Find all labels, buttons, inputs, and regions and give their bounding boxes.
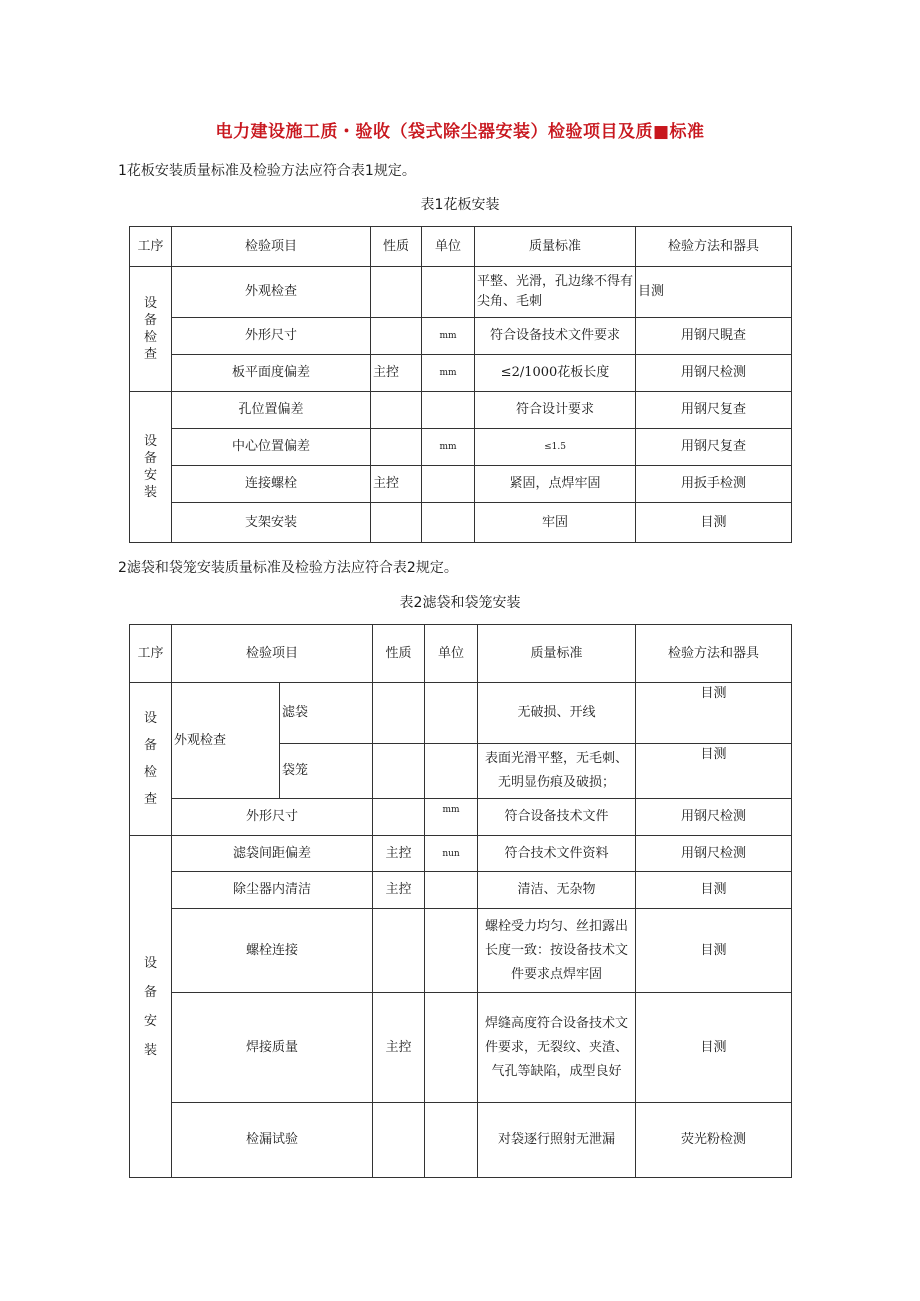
process-cell: 设备检查 <box>130 683 172 836</box>
unit-cell <box>425 993 478 1103</box>
header-nature: 性质 <box>371 227 422 267</box>
method-cell: 用扳手检测 <box>636 466 792 503</box>
item-cell: 板平面度偏差 <box>172 355 371 392</box>
standard-cell: ≤1.5 <box>475 429 636 466</box>
table-row <box>130 799 792 836</box>
header-item: 检验项目 <box>172 625 373 683</box>
table-row <box>130 355 792 392</box>
standard-cell: 清洁、无杂物 <box>478 872 636 909</box>
standard-cell: 无破损、开线 <box>478 683 636 744</box>
nature-cell: 主控 <box>373 872 425 909</box>
standard-cell: 平整、光滑，孔边缘不得有尖角、毛刺 <box>475 267 636 318</box>
method-cell: 目测 <box>636 683 792 744</box>
unit-cell: mm <box>422 318 475 355</box>
item-cell: 焊接质量 <box>172 993 373 1103</box>
nature-cell <box>373 1103 425 1178</box>
nature-cell: 主控 <box>373 836 425 872</box>
unit-cell: mm <box>422 355 475 392</box>
standard-cell: 符合技术文件资料 <box>478 836 636 872</box>
standard-cell: 表面光滑平整，无毛刺、无明显伤痕及破损； <box>478 744 636 799</box>
nature-cell <box>371 429 422 466</box>
unit-cell <box>425 872 478 909</box>
nature-cell <box>373 799 425 836</box>
method-cell: 荧光粉检测 <box>636 1103 792 1178</box>
item-cell: 除尘器内清洁 <box>172 872 373 909</box>
table-row <box>130 318 792 355</box>
appearance-cell: 外观检查 <box>172 683 280 799</box>
nature-cell <box>373 909 425 993</box>
item-cell: 检漏试验 <box>172 1103 373 1178</box>
header-method: 检验方法和器具 <box>636 227 792 267</box>
item-cell: 外观检查 <box>172 267 371 318</box>
item-cell: 连接螺栓 <box>172 466 371 503</box>
table-row <box>130 872 792 909</box>
table-row <box>130 683 792 744</box>
process-cell: 设备检查 <box>130 267 172 392</box>
process-cell: 设备安装 <box>130 392 172 543</box>
item-cell: 支架安装 <box>172 503 371 543</box>
unit-cell <box>425 683 478 744</box>
method-cell: 用钢尺睍查 <box>636 318 792 355</box>
nature-cell <box>373 744 425 799</box>
standard-cell: 焊缝高度符合设备技术文件要求，无裂纹、夹渣、气孔等缺陷，成型良好 <box>478 993 636 1103</box>
method-cell: 目测 <box>636 744 792 799</box>
unit-cell <box>425 744 478 799</box>
method-cell: 用钢尺检测 <box>636 355 792 392</box>
table-row <box>130 466 792 503</box>
unit-cell: mm <box>422 429 475 466</box>
table-row <box>130 993 792 1103</box>
document-title: 电力建设施工质・验收（袋式除尘器安装）检验项目及质■标准 <box>215 122 705 142</box>
table-row <box>130 392 792 429</box>
table-row <box>130 429 792 466</box>
nature-cell <box>373 683 425 744</box>
unit-cell <box>422 503 475 543</box>
header-unit: 单位 <box>425 625 478 683</box>
standard-cell: 符合设备技术文件 <box>478 799 636 836</box>
item-cell: 螺栓连接 <box>172 909 373 993</box>
standard-cell: 符合设计要求 <box>475 392 636 429</box>
nature-cell <box>371 267 422 318</box>
method-cell: 用钢尺检测 <box>636 836 792 872</box>
unit-cell <box>422 267 475 318</box>
item-cell: 外形尺寸 <box>172 318 371 355</box>
unit-cell: mm <box>425 799 478 836</box>
standard-cell: 对袋逐行照射无泄漏 <box>478 1103 636 1178</box>
method-cell: 目测 <box>636 993 792 1103</box>
header-process: 工序 <box>130 625 172 683</box>
header-standard: 质量标准 <box>475 227 636 267</box>
nature-cell <box>371 392 422 429</box>
table-row <box>130 503 792 543</box>
item-cell: 孔位置偏差 <box>172 392 371 429</box>
standard-cell: 螺栓受力均匀、丝扣露出长度一致：按设备技术文件要求点焊牢固 <box>478 909 636 993</box>
sub-item-cell: 滤袋 <box>280 683 373 744</box>
header-method: 检验方法和器具 <box>636 625 792 683</box>
header-nature: 性质 <box>373 625 425 683</box>
nature-cell <box>371 503 422 543</box>
unit-cell <box>425 909 478 993</box>
process-cell: 设备安装 <box>130 836 172 1178</box>
standard-cell: 牢固 <box>475 503 636 543</box>
header-unit: 单位 <box>422 227 475 267</box>
method-cell: 目测 <box>636 872 792 909</box>
method-cell: 用钢尺复查 <box>636 429 792 466</box>
table1-header-row <box>130 227 792 267</box>
sub-item-cell: 袋笼 <box>280 744 373 799</box>
method-cell: 目测 <box>636 267 792 318</box>
header-standard: 质量标准 <box>478 625 636 683</box>
method-cell: 目测 <box>636 503 792 543</box>
standard-cell: 紧固，点焊牢固 <box>475 466 636 503</box>
table2-caption: 表2滤袋和袋笼安装 <box>399 595 521 611</box>
table-row <box>130 836 792 872</box>
unit-cell <box>425 1103 478 1178</box>
nature-cell: 主控 <box>373 993 425 1103</box>
item-cell: 中心位置偏差 <box>172 429 371 466</box>
table-row <box>130 909 792 993</box>
item-cell: 滤袋间距偏差 <box>172 836 373 872</box>
unit-cell: nun <box>425 836 478 872</box>
method-cell: 用钢尺复查 <box>636 392 792 429</box>
item-cell: 外形尺寸 <box>172 799 373 836</box>
nature-cell: 主控 <box>371 355 422 392</box>
section1-intro: 1花板安装质量标准及检验方法应符合表1规定。 <box>118 163 416 179</box>
table1-caption: 表1花板安装 <box>420 197 500 213</box>
standard-cell: 符合设备技术文件要求 <box>475 318 636 355</box>
table-row <box>130 267 792 318</box>
unit-cell <box>422 466 475 503</box>
standard-cell: ≤2/1000花板长度 <box>475 355 636 392</box>
unit-cell <box>422 392 475 429</box>
nature-cell <box>371 318 422 355</box>
table2-header-row <box>130 625 792 683</box>
method-cell: 目测 <box>636 909 792 993</box>
section2-intro: 2滤袋和袋笼安装质量标准及检验方法应符合表2规定。 <box>118 560 458 576</box>
table2 <box>129 624 792 1178</box>
nature-cell: 主控 <box>371 466 422 503</box>
method-cell: 用钢尺检测 <box>636 799 792 836</box>
header-item: 检验项目 <box>172 227 371 267</box>
header-process: 工序 <box>130 227 172 267</box>
table1 <box>129 226 792 543</box>
table-row <box>130 1103 792 1178</box>
